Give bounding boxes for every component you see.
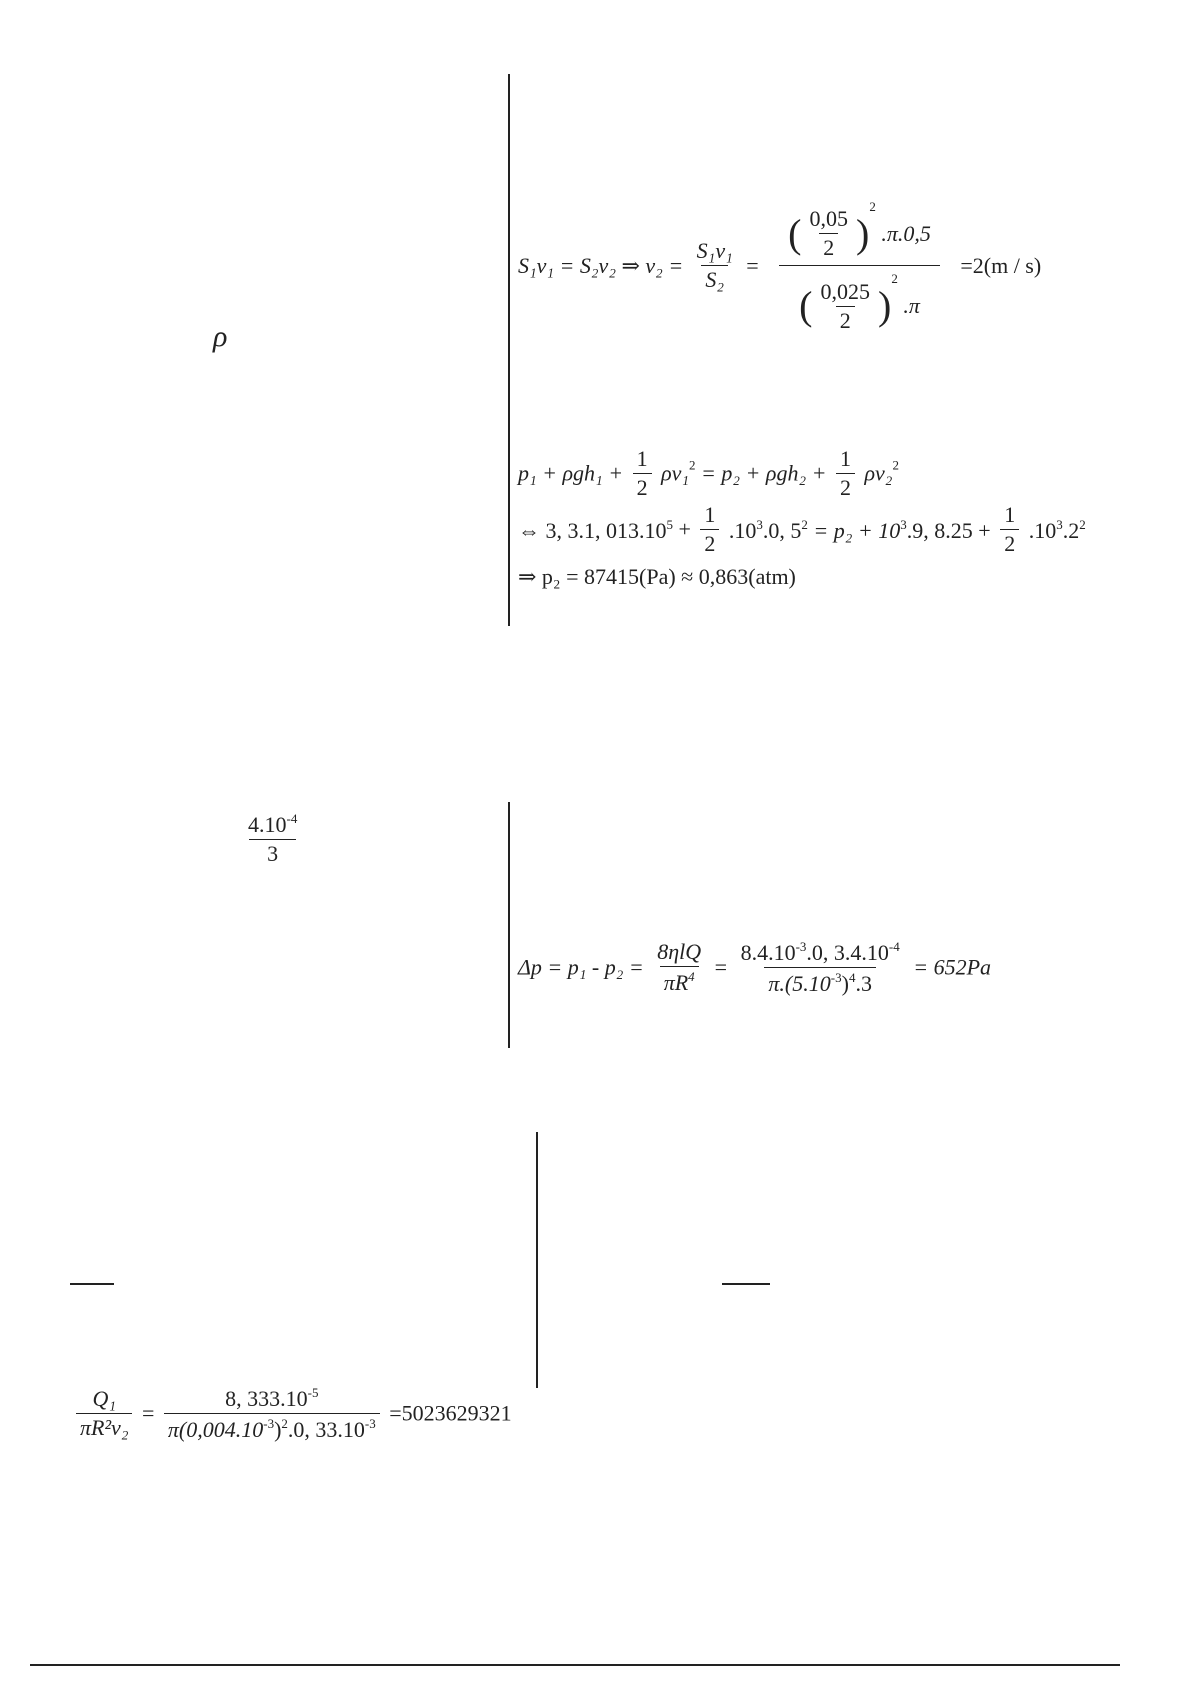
equation-bernoulli-line1: p₁ + ρgh₁ + $\frac{1}{2}$ ρv₁$^2$ = p₂ + ρgh₂ + $\frac{1}{2}$ ρv₂$^2$ bbox=[518, 446, 899, 500]
equation-poiseuille: Δp = p₁ - p₂ = $\frac{\text{8ηlQ}}{\pi R^4}$ = $\frac{8.4.10^{-3}.0, 3.4.10^{-4}}{\pi.(5.10^{-3})^4.3}$ = 652Pa bbox=[518, 939, 992, 996]
fraction-bar-right bbox=[722, 1283, 770, 1285]
column-divider-3 bbox=[536, 1132, 538, 1388]
equation-ratio: $\frac{\text{Q₁}}{\text{πR²v₂}}$ = $\frac{8, 333.10^{-5}}{\pi(0,004.10^{-3})^2.0, 33.10^{-3}}$ =5023629321 bbox=[72, 1386, 512, 1441]
column-divider-2 bbox=[508, 802, 510, 1048]
page-bottom-rule bbox=[30, 1664, 1120, 1666]
equation-continuity: S₁v₁ = S₂v₂ ⇒ v₂ = $\frac{\text{S₁v₁}}{\text{S₂}}$ = ( $\frac{0,05}{2}$ )$^2$ .π.0,5 ( $\frac{0,025}{2}$ )$^2$ .π =2(m / s) bbox=[518, 199, 1042, 333]
column-divider-1 bbox=[508, 74, 510, 626]
left-fraction: $\frac{4.10^{-4}}{3}$ bbox=[248, 811, 298, 866]
equation-bernoulli-line3: ⇒ p₂ = 87415(Pa) ≈ 0,863(atm) bbox=[518, 564, 796, 589]
rho-symbol: ρ bbox=[213, 320, 228, 353]
equation-bernoulli-line2: ⇔ 3, 3.1, 013.10$^5$ + $\frac{1}{2}$ $.10^3.0$, $5^2 = p_2 + 10^3.9$, 8.25 + $\frac{1}{2}$ $.10^3.2^2$ bbox=[518, 502, 1086, 556]
fraction-bar-left bbox=[70, 1283, 114, 1285]
